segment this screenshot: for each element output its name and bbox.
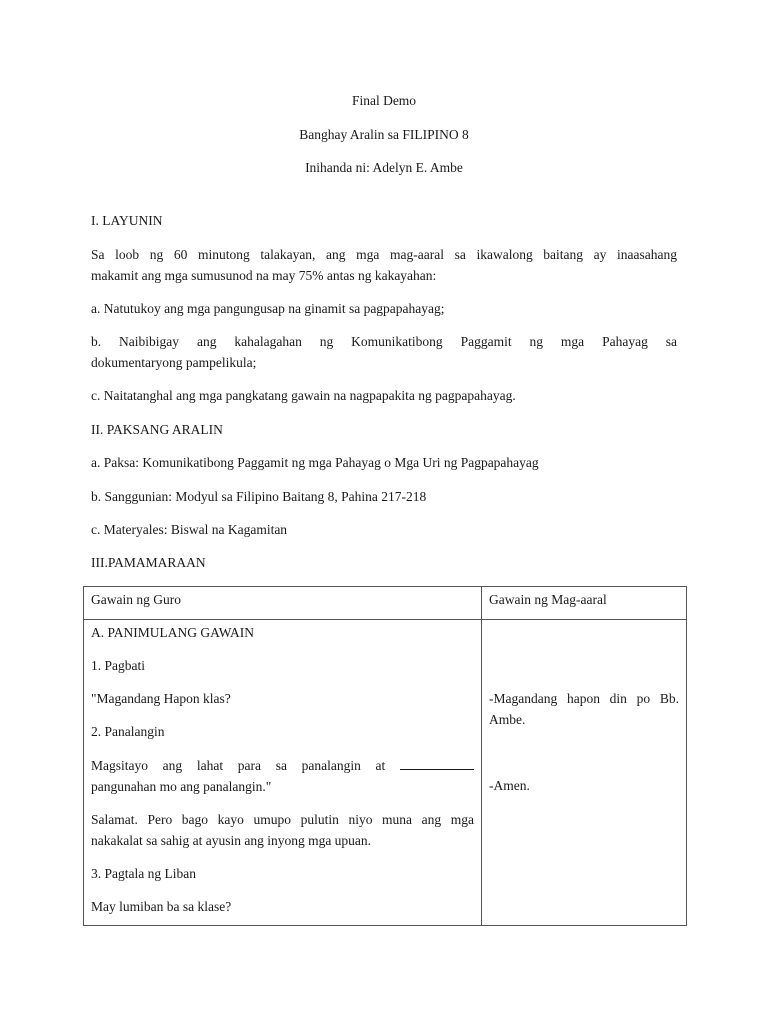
materyales: c. Materyales: Biswal na Kagamitan	[91, 522, 288, 537]
table-header-row	[84, 587, 687, 620]
prepared-by: Inihanda ni: Adelyn E. Ambe	[305, 160, 463, 175]
guro-panalangin-line2: pangunahan mo ang panalangin."	[91, 779, 272, 794]
table-row	[84, 620, 687, 926]
magaaral-sagot-pagbati	[489, 688, 679, 730]
guro-pagbati-text: "Magandang Hapon klas?	[91, 691, 231, 706]
pamamaraan-table	[83, 586, 687, 926]
name-blank	[400, 757, 474, 770]
layunin-item-b-line1: b. Naibibigay ang kahalagahan ng Komunikatibong Paggamit ng mga Pahayag sa	[91, 334, 677, 349]
pamamaraan-heading: III.PAMAMARAAN	[91, 555, 206, 570]
guro-panalangin: 2. Panalangin	[91, 724, 165, 739]
layunin-intro	[91, 244, 677, 286]
guro-salamat-line2: nakakalat sa sahig at ayusin ang inyong mga upuan.	[91, 833, 372, 848]
guro-pagtala: 3. Pagtala ng Liban	[91, 866, 196, 881]
guro-panalangin-text	[91, 755, 474, 797]
layunin-item-c: c. Naitatanghal ang mga pangkatang gawain na nagpapakita ng pagpapahayag.	[91, 388, 516, 403]
document-title: Final Demo	[351, 93, 417, 108]
guro-panalangin-line1	[91, 755, 474, 776]
col-header-guro: Gawain ng Guro	[84, 587, 482, 620]
document-subject: Banghay Aralin sa FILIPINO 8	[299, 127, 469, 142]
layunin-intro-line2: makamit ang mga sumusunod na may 75% antas ng kakayahan:	[91, 268, 437, 283]
col-header-magaaral: Gawain ng Mag-aaral	[482, 587, 687, 620]
magaaral-sagot-pagbati-line1: -Magandang hapon din po Bb.	[489, 691, 679, 706]
magaaral-sagot-pagbati-line2: Ambe.	[489, 712, 526, 727]
guro-section: A. PANIMULANG GAWAIN	[91, 625, 255, 640]
layunin-heading: I. LAYUNIN	[91, 213, 163, 228]
sanggunian: b. Sanggunian: Modyul sa Filipino Baitang 8, Pahina 217-218	[91, 489, 427, 504]
layunin-intro-line1: Sa loob ng 60 minutong talakayan, ang mga mag-aaral sa ikawalong baitang ay inaasahang	[91, 247, 677, 262]
layunin-item-a: a. Natutukoy ang mga pangungusap na ginamit sa pagpapahayag;	[91, 301, 445, 316]
guro-pagbati: 1. Pagbati	[91, 658, 145, 673]
guro-panalangin-line1-text: Magsitayo ang lahat para sa panalangin at	[91, 758, 386, 773]
magaaral-cell	[482, 620, 687, 926]
layunin-item-b	[91, 331, 677, 373]
guro-salamat-line1: Salamat. Pero bago kayo umupo pulutin niyo muna ang mga	[91, 812, 474, 827]
guro-salamat	[91, 809, 474, 851]
guro-cell	[84, 620, 482, 926]
magaaral-sagot-panalangin: -Amen.	[489, 778, 530, 793]
paksa: a. Paksa: Komunikatibong Paggamit ng mga Pahayag o Mga Uri ng Pagpapahayag	[91, 455, 539, 470]
paksang-aralin-heading: II. PAKSANG ARALIN	[91, 422, 223, 437]
layunin-item-b-line2: dokumentaryong pampelikula;	[91, 355, 257, 370]
guro-pagtala-text: May lumiban ba sa klase?	[91, 899, 232, 914]
